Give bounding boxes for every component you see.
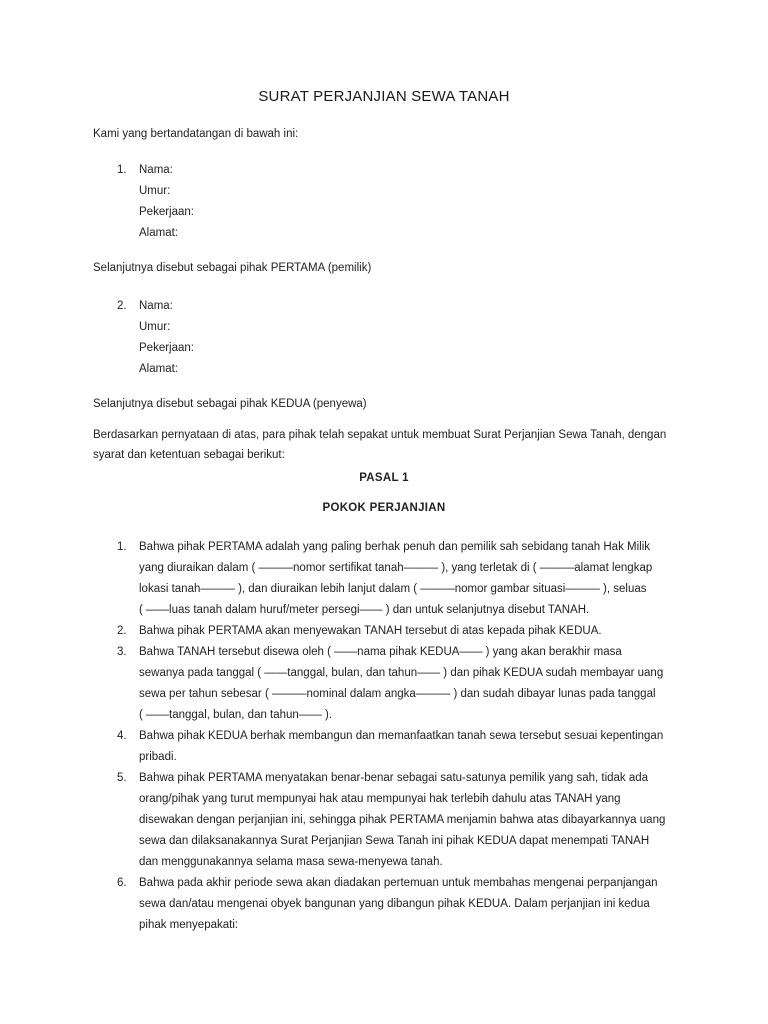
clause-line: sewa per tahun sebesar ( ———nominal dalam angka——— ) dan sudah dibayar lunas pada tanggal [139, 688, 656, 700]
preamble-line: syarat dan ketentuan sebagai berikut: [93, 449, 285, 461]
clause-line: pihak menyepakati: [139, 919, 239, 931]
clause-line: sewa dan dilaksanakannya Surat Perjanjian Sewa Tanah ini pihak KEDUA dapat menempati TANAH [139, 835, 650, 847]
clause-number: 4. [117, 730, 127, 742]
party1-designation: Selanjutnya disebut sebagai pihak PERTAMA (pemilik) [93, 262, 372, 274]
clause-line: pribadi. [139, 751, 177, 763]
clause-line: Bahwa pihak PERTAMA menyatakan benar-benar sebagai satu-satunya pemilik yang sah, tidak ada [139, 772, 649, 784]
clause-number: 5. [117, 772, 127, 784]
clause-line: yang diuraikan dalam ( ———nomor sertifikat tanah——— ), yang terletak di ( ———alamat lengkap [139, 562, 653, 574]
clause-line: ( ——luas tanah dalam huruf/meter persegi—— ) dan untuk selanjutnya disebut TANAH. [139, 604, 590, 616]
intro-text: Kami yang bertandatangan di bawah ini: [93, 128, 299, 140]
clause-number: 6. [117, 877, 127, 889]
party1-field-address: Alamat: [139, 227, 178, 239]
party1-number: 1. [117, 164, 127, 176]
preamble-line: Berdasarkan pernyataan di atas, para pihak telah sepakat untuk membuat Surat Perjanjian Sewa Tanah, dengan [93, 429, 667, 441]
clause-line: sewa dan/atau mengenai obyek bangunan yang dibangun pihak KEDUA. Dalam perjanjian ini kedua [139, 898, 650, 910]
clause-line: orang/pihak yang turut mempunyai hak atau mempunyai hak terlebih dahulu atas TANAH yang [139, 793, 621, 805]
party2-field-address: Alamat: [139, 363, 178, 375]
document-title: SURAT PERJANJIAN SEWA TANAH [258, 88, 510, 105]
clause-line: dan menggunakannya selama masa sewa-menyewa tanah. [139, 856, 443, 868]
party1-field-age: Umur: [139, 185, 171, 197]
party2-field-age: Umur: [139, 321, 171, 333]
clause-number: 3. [117, 646, 127, 658]
pasal-heading: PASAL 1 [359, 472, 409, 484]
party2-field-job: Pekerjaan: [139, 342, 194, 354]
clause-line: disewakan dengan perjanjian ini, sehingga pihak PERTAMA menjamin bahwa atas dibayarkannya uang [139, 814, 666, 826]
clause-line: Bahwa pihak KEDUA berhak membangun dan memanfaatkan tanah sewa tersebut sesuai kepentingan [139, 730, 664, 742]
party1-field-job: Pekerjaan: [139, 206, 194, 218]
clause-number: 1. [117, 541, 127, 553]
clause-line: Bahwa pada akhir periode sewa akan diadakan pertemuan untuk membahas mengenai perpanjangan [139, 877, 658, 889]
clause-line: Bahwa pihak PERTAMA adalah yang paling berhak penuh dan pemilik sah sebidang tanah Hak Milik [139, 541, 651, 553]
clause-line: Bahwa pihak PERTAMA akan menyewakan TANAH tersebut di atas kepada pihak KEDUA. [139, 625, 602, 637]
clause-number: 2. [117, 625, 127, 637]
party1-field-name: Nama: [139, 164, 173, 176]
clause-line: sewanya pada tanggal ( ——tanggal, bulan, dan tahun—— ) dan pihak KEDUA sudah membayar uang [139, 667, 664, 679]
pasal-subheading: POKOK PERJANJIAN [322, 502, 446, 514]
clause-line: lokasi tanah——— ), dan diuraikan lebih lanjut dalam ( ———nomor gambar situasi——— ), seluas [139, 583, 647, 595]
party2-field-name: Nama: [139, 300, 173, 312]
clause-line: Bahwa TANAH tersebut disewa oleh ( ——nama pihak KEDUA—— ) yang akan berakhir masa [139, 646, 622, 658]
clause-line: ( ——tanggal, bulan, dan tahun—— ). [139, 709, 333, 721]
party2-designation: Selanjutnya disebut sebagai pihak KEDUA (penyewa) [93, 398, 367, 410]
party2-number: 2. [117, 300, 127, 312]
